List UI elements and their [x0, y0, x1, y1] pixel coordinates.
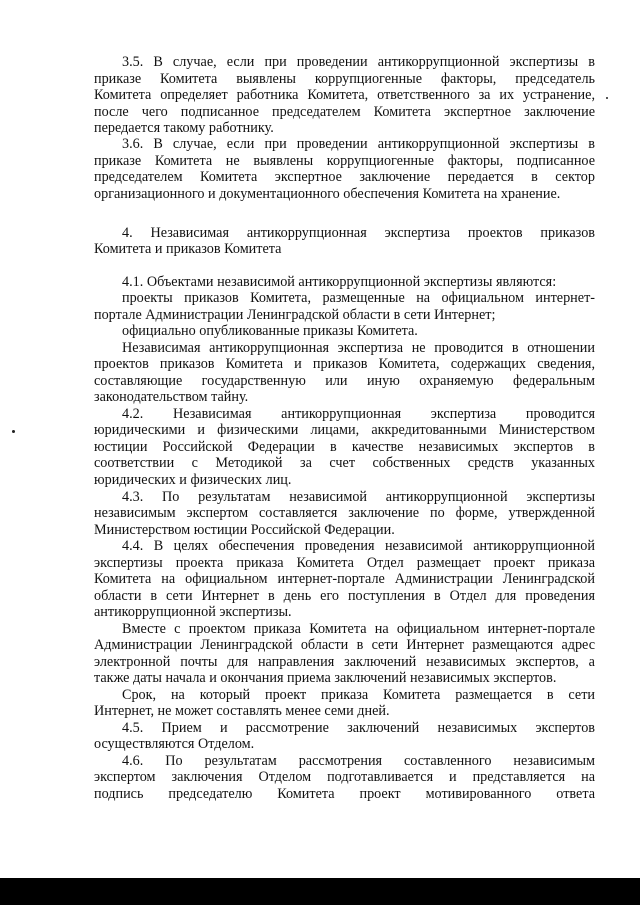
text-line: 4.4. В целях обеспечения проведения независимой антикоррупционной: [122, 538, 595, 554]
text-line: 4.3. По результатам независимой антикоррупционной экспертизы: [122, 489, 595, 505]
section-heading: Комитета и приказов Комитета: [94, 241, 282, 257]
text-line: передается такому работнику.: [94, 120, 274, 136]
text-line: 4.1. Объектами независимой антикоррупционной экспертизы являются:: [122, 274, 557, 290]
text-line: также даты начала и окончания приема заключений независимых экспертов.: [94, 670, 557, 686]
text-line: после чего подписанное председателем Комитета экспертное заключение: [94, 104, 595, 120]
text-line: юридических и физических лиц.: [94, 472, 292, 488]
text-line: проектов приказов Комитета и приказов Комитета, содержащих сведения,: [94, 356, 595, 372]
text-line: Интернет, не может составлять менее семи дней.: [94, 703, 390, 719]
text-line: Администрации Ленинградской области в сети Интернет размещаются адрес: [94, 637, 595, 653]
text-line: юстиции Российской Федерации в качестве независимых экспертов в: [94, 439, 595, 455]
text-line: осуществляются Отделом.: [94, 736, 255, 752]
text-line: законодательством тайну.: [94, 389, 249, 405]
text-line: Комитета определяет работника Комитета, ответственного за их устранение,: [94, 87, 595, 103]
text-line: Министерством юстиции Российской Федерации.: [94, 522, 395, 538]
text-line: председателем Комитета экспертное заключение передается в сектор: [94, 169, 595, 185]
text-line: официально опубликованные приказы Комитета.: [122, 323, 418, 339]
text-line: антикоррупционной экспертизы.: [94, 604, 292, 620]
scan-speck: [12, 430, 15, 433]
text-line: 3.6. В случае, если при проведении антикоррупционной экспертизы в: [122, 136, 595, 152]
text-line: независимым экспертом составляется заключение по форме, утвержденной: [94, 505, 595, 521]
text-line: электронной почты для направления заключений независимых экспертов, а: [94, 654, 595, 670]
scan-edge-bar: [0, 878, 640, 905]
text-line: 3.5. В случае, если при проведении антикоррупционной экспертизы в: [122, 54, 595, 70]
text-line: Независимая антикоррупционная экспертиза не проводится в отношении: [122, 340, 595, 356]
text-line: приказе Комитета выявлены коррупциогенные факторы, председатель: [94, 71, 595, 87]
text-line: соответствии с Методикой за счет собственных средств указанных: [94, 455, 595, 471]
text-line: области в сети Интернет в день его поступления в Отдел для проведения: [94, 588, 595, 604]
text-line: 4.6. По результатам рассмотрения составленного независимым: [122, 753, 595, 769]
text-line: подпись председателю Комитета проект мотивированного ответа: [94, 786, 595, 802]
text-line: составляющие государственную или иную охраняемую федеральным: [94, 373, 595, 389]
text-line: 4.5. Прием и рассмотрение заключений независимых экспертов: [122, 720, 595, 736]
text-line: проекты приказов Комитета, размещенные на официальном интернет-: [122, 290, 595, 306]
text-line: Срок, на который проект приказа Комитета размещается в сети: [122, 687, 595, 703]
text-line: приказе Комитета не выявлены коррупциогенные факторы, подписанное: [94, 153, 595, 169]
text-line: организационного и документационного обеспечения Комитета на хранение.: [94, 186, 561, 202]
text-line: юридическими и физическими лицами, аккредитованными Министерством: [94, 422, 595, 438]
text-line: Комитета на официальном интернет-портале Администрации Ленинградской: [94, 571, 595, 587]
section-heading: 4. Независимая антикоррупционная экспертиза проектов приказов: [122, 225, 595, 241]
text-line: Вместе с проектом приказа Комитета на официальном интернет-портале: [122, 621, 595, 637]
text-line: экспертом заключения Отделом подготавливается и представляется на: [94, 769, 595, 785]
text-line: экспертизы проекта приказа Комитета Отдел размещает проект приказа: [94, 555, 595, 571]
text-line: 4.2. Независимая антикоррупционная экспертиза проводится: [122, 406, 595, 422]
scan-speck: [606, 97, 608, 99]
text-line: портале Администрации Ленинградской области в сети Интернет;: [94, 307, 496, 323]
